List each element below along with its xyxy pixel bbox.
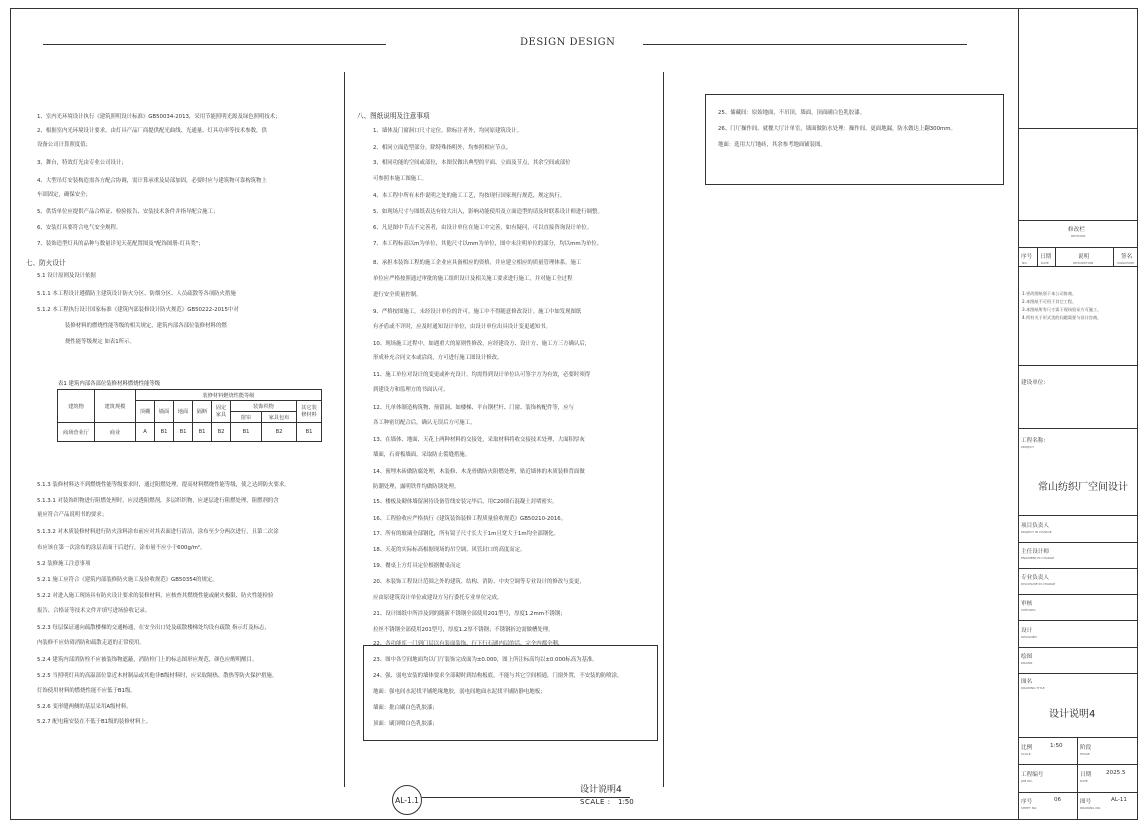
footer-scale-value: 1:50 xyxy=(618,798,634,806)
role-label: 设计 xyxy=(1021,628,1033,634)
note-line: 21、设计图纸中所涉及到的随新不锈钢全部使用201型号，厚度1.2mm不锈钢； xyxy=(373,611,566,617)
scale-value: 1:50 xyxy=(1050,743,1063,749)
note-line: 墙面，石膏板墙面，采取防止裂缝措施。 xyxy=(373,452,471,458)
note-line: 7、本工程标高以m为单位，其他尺寸以mm为单位，图中未注明单位的部分，均以mm为单位。 xyxy=(373,241,603,247)
note-line: 4、大型吊灯安装构造需各方配合协调，需计算承重及局部加固，必要时应与建筑物可靠构筑物上 xyxy=(37,178,267,184)
table-header: 窗帘 xyxy=(231,412,262,423)
note-line: 16、工程验收应严格执行《建筑装饰装修工程质量验收规范》GB50210-2016。 xyxy=(373,516,567,522)
table-cell: A xyxy=(136,423,155,442)
tb-rule xyxy=(1018,792,1138,793)
note-line: 5.1.1 本工程设计遵循防主建筑设计防火分区、防烟分区、人员疏散等各项防火措施 xyxy=(37,291,236,297)
note-line: 24、强、弱电安装的墙体要求全部砌时到结构板底，不能与其它空间相通，门窗外置，不安装的防喷涂。 xyxy=(373,673,623,679)
note-line: 15、楼板及砌体墙留洞待设备管线安装完毕后，用C20细石混凝土封堵密实。 xyxy=(373,499,558,505)
tb-rule xyxy=(1018,515,1138,516)
role-en: DRAWN xyxy=(1021,661,1033,665)
note-line: 形成补充合同文本或洽商，方可进行施工图设计修改。 xyxy=(373,355,503,361)
table-header: 顶棚 xyxy=(136,401,155,423)
note-line: 6、凡是图中节点不完善者，由设计单位在施工中完善，如有疑问，可以直接咨询设计单位。 xyxy=(373,225,593,231)
note-line: 5.2.1 施工应符合《建筑内部装修防火施工及验收规范》GB50354的规定。 xyxy=(37,577,218,583)
job-en: JOB NO. xyxy=(1021,779,1033,783)
footer-scale-label: SCALE : xyxy=(580,798,611,806)
note-line: 5.2.3 每层保证通向疏散楼梯的交通畅通，在安全出口处及疏散楼梯处均设有疏散 指示灯及标志， xyxy=(37,625,270,631)
note-line: 1、室内光环境设计执行《建筑照明设计标准》GB50034-2013，采用节能照明光源及绿色照明技术； xyxy=(37,114,281,120)
note-line: 单位应严格按照通过审批的施工组织设计及相关施工要求进行施工，并对施工全过程 xyxy=(373,276,573,282)
note-line: 到建设方和监理方的书面认可。 xyxy=(373,387,449,393)
column-divider-1 xyxy=(344,72,345,787)
note-line: 5.2 装修施工注意事项 xyxy=(37,561,91,567)
col-date-en: DATE xyxy=(1041,261,1049,265)
table-header: 固定家具 xyxy=(212,401,231,423)
note-line: 进行安全质量控制。 xyxy=(373,292,422,298)
note-line: 12、凡单体制造构筑物、预留洞、如楼梯、平台钢栏杆、门窗、装饰构配件等，应与 xyxy=(373,405,574,411)
note-line: 装修材料的燃烧性能等级的相关规定，建筑内部各部位装修材料的燃 xyxy=(65,323,227,329)
tb-col-rule xyxy=(1037,247,1038,266)
note-line: 2、根据室内光环境设计要求，由灯具产品厂商提供配光曲线、光通量、灯具功率等技术参数，供 xyxy=(37,128,267,134)
date-en: DATE xyxy=(1080,779,1088,783)
col-date: 日期 xyxy=(1040,254,1052,260)
note-line: 3、相同功能的空间或部位，本图仅做出典型的平面、立面及节点，其余空间或部位 xyxy=(373,160,571,166)
table-cell: 商业 xyxy=(95,423,136,442)
tb-rule xyxy=(1018,568,1138,569)
note-line: 5.1 设计原则及设计依据 xyxy=(37,273,96,279)
tb-rule xyxy=(1018,594,1138,595)
note-line: 3、舞台，特效灯光由专业公司设计； xyxy=(37,160,127,166)
role-label: 审核 xyxy=(1021,601,1033,607)
tb-note: 1.更改图纸须于本公司协商。 xyxy=(1022,291,1077,296)
role-en: DESIGNED xyxy=(1021,635,1037,639)
note-line: 25、储藏间：原始地面，不吊顶，墙面，顶面刷白色乳胶漆。 xyxy=(718,110,866,116)
note-line: 地面：选用大厅地砖，其余参考地面铺装图。 xyxy=(718,142,826,148)
table-cell: B1 xyxy=(174,423,193,442)
tb-rule xyxy=(1018,247,1138,248)
note-line: 5.2.7 配电箱安装在不低于B1级的装修材料上。 xyxy=(37,719,152,725)
page-title: DESIGN DESIGN xyxy=(520,37,616,48)
note-line: 20、本装饰工程设计范围之外的建筑、结构、消防、中央空调等专业设计的修改与变更， xyxy=(373,579,585,585)
notes-box xyxy=(705,94,1004,185)
note-line: 10、现场施工过程中，如遇重大的原则性修改，应经建设方、设计方、施工方三方确认后， xyxy=(373,341,591,347)
tb-col-rule xyxy=(1113,247,1114,266)
note-line: 5.2.2 对进入施工现场具有防火设计要求的装修材料，应核查其燃烧性能或耐火极限、防火性能检验 xyxy=(37,593,274,599)
project-en: PROJECT xyxy=(1021,445,1034,449)
note-line: 5.1.2 本工程执行设计国家标准《建筑内部装修设计防火规范》GB50222-2015中对 xyxy=(37,307,239,313)
column-divider-2 xyxy=(663,72,664,787)
stage-label: 阶段 xyxy=(1080,745,1092,751)
table-cell: B1 xyxy=(193,423,212,442)
note-line: 5.1.3.1 对装饰织物进行阻燃处理时，应浸透阻燃剂，多层织织物，应逐层进行阻燃处理，阻燃剂的含 xyxy=(37,498,279,504)
scale-en: SCALE xyxy=(1021,752,1031,756)
drawing-no-label: 图号 xyxy=(1080,799,1092,805)
tb-rule xyxy=(1018,542,1138,543)
col-no: 序号 xyxy=(1021,254,1033,260)
role-en: PROJECT IN CHARGE xyxy=(1021,530,1052,534)
role-en: ENGINEER IN CHARGE xyxy=(1021,556,1055,560)
table-header: 地面 xyxy=(174,401,193,423)
note-line: 19、餐桌上方灯具定位根据餐桌而定 xyxy=(373,563,461,569)
table-row xyxy=(58,423,322,442)
table-cell: B1 xyxy=(231,423,262,442)
note-line: 可参照本施工图施工。 xyxy=(373,176,427,182)
note-line: 11、施工单位对设计的变更或补充设计，均需得到设计单位认可签字方为有效，必要时须得 xyxy=(373,372,591,378)
col-sign-en: SIGNATURE xyxy=(1117,261,1135,265)
tb-note: 3.本图纸所有尺寸需于现场验证方可施工。 xyxy=(1022,307,1102,312)
note-line: 烧性能等级规定 如表1所示。 xyxy=(65,339,135,345)
tb-rule xyxy=(1018,365,1138,366)
note-line: 设备公司计算照度值； xyxy=(37,142,91,148)
note-line: 23、图中各空间地面均以门厅装饰完成面为±0.000，图上所注标高均以±0.000标高为基准。 xyxy=(373,657,598,663)
drawing-no: AL-11 xyxy=(1111,797,1127,803)
drawing-no-en: DRAWING NO. xyxy=(1080,806,1101,810)
header-rule-left xyxy=(43,44,386,45)
table-cell: B1 xyxy=(155,423,174,442)
role-en: DISCIPLINE IN CHARGE xyxy=(1021,582,1056,586)
tb-rule xyxy=(1018,620,1138,621)
table-header: 建筑物 xyxy=(58,390,95,423)
job-label: 工程编号 xyxy=(1021,772,1044,778)
note-line: 1、墙体及门窗洞口尺寸定位，除标注者外，均同原建筑设计。 xyxy=(373,128,522,134)
note-line: 顶面：刷顶喷白色乳胶漆； xyxy=(373,721,438,727)
table-cell: B2 xyxy=(262,423,297,442)
note-line: 灯饰使用材料的燃烧性能不应低于B1级。 xyxy=(37,688,136,694)
note-line: 4、本工程中所有未作说明之处的施工工艺，均按现行国家现行规范、规定执行。 xyxy=(373,193,566,199)
note-line: 拉丝不锈钢全部使用201型号，厚度1.2厚不锈钢；不锈钢折边需做槽处理。 xyxy=(373,627,554,633)
drawing-title: 设计说明4 xyxy=(1049,709,1096,720)
note-line: 18、天花的实际标高根据现场的吊空调、风管封口的高度而定。 xyxy=(373,547,526,553)
note-line: 布应该在第一次涂布的涂层表面干后进行，涂布量不应小于600g/m²。 xyxy=(37,545,206,551)
revision-en: REVISION xyxy=(1071,234,1086,238)
note-line: 5.2.4 建筑内部消防栓不应被装饰物遮蔽，消防栓门上的标志图形应规范，颜色应醒明醒目。 xyxy=(37,657,258,663)
note-line: 7、装饰造型灯具的品种与数量详见天花配置图及"配饰图册-灯具类"； xyxy=(37,241,204,247)
note-line: 5.1.3.2 对木质装修材料进行防火涂料涂布前应对其表面进行清洁，涂布至少分两次进行，且第二次涂 xyxy=(37,529,279,535)
table-header: 家具包布 xyxy=(262,412,297,423)
note-line: 14、预埋木砖做防腐处理，木装修、木龙骨做防火阻燃处理，贴近墙体的木质装修背面做 xyxy=(373,469,585,475)
tb-rule xyxy=(1018,266,1138,267)
note-line: 车固固定，确保安全； xyxy=(37,192,91,198)
table-header: 墙面 xyxy=(155,401,174,423)
scale-label: 比例 xyxy=(1021,745,1033,751)
tb-col-rule xyxy=(1055,247,1056,266)
note-line: 5、如现场尺寸与图纸表达有较大出入，影响功能使用及立面造型的请及时联系设计师进行调整。 xyxy=(373,209,603,215)
note-line: 5.2.5 当照明灯具的高温部位靠近木材制品或其他非B级材料时，应采取隔热、散热等防火保护措施。 xyxy=(37,673,278,679)
table-header: 隔断 xyxy=(193,401,212,423)
fire-section-title: 七、防火设计 xyxy=(26,259,66,267)
date-label: 日期 xyxy=(1080,772,1092,778)
note-line: 17、所有的玻璃全部钢化，所有镜子尺寸长大于1m且宽大于1m均全部钢化。 xyxy=(373,531,559,537)
role-label: 绘图 xyxy=(1021,654,1033,660)
tb-rule xyxy=(1018,428,1138,429)
tb-rule xyxy=(1018,737,1138,738)
col-desc-en: DESCRIPTION xyxy=(1073,261,1094,265)
note-line: 22、各功能库一门到门层以有装面装饰、行下行石剧内层的活、完全内都全剩、 xyxy=(373,641,564,647)
table-caption: 表1 建筑内部各部位装修材料燃烧性能等级 xyxy=(58,381,161,387)
role-label: 专业负责人 xyxy=(1021,575,1049,581)
tb-rule xyxy=(1018,128,1138,129)
stage-en: PHASE xyxy=(1080,752,1090,756)
role-label: 主任设计师 xyxy=(1021,549,1049,555)
table-cell: B2 xyxy=(212,423,231,442)
note-line: 内装修不应妨碍消防和疏散走道的正常使用。 xyxy=(37,640,145,646)
col-no-en: NO. xyxy=(1022,261,1028,265)
tb-col-rule xyxy=(1077,737,1078,820)
note-line: 应由原建筑设计单位或建设方另行委托专业单位完成。 xyxy=(373,595,503,601)
note-line: 5.1.3 装修材料达不到燃烧性能等级要求时，通过阻燃处理，提高材料燃烧性能等级，使之达到防火要求。 xyxy=(37,482,290,488)
role-en: CHECKED xyxy=(1021,608,1036,612)
note-line: 5.2.6 变形缝两侧的基层采用A级材料。 xyxy=(37,704,132,710)
note-line: 5、供货单位应提供产品合格证、检验报告、安装技术条件并指导配合施工； xyxy=(37,209,219,215)
col-desc: 说明 xyxy=(1078,254,1090,260)
note-line: 各工种密切配合后，确认无误后方可施工。 xyxy=(373,420,476,426)
note-line: 报告、合格证等技术文件并填写进场验收记录。 xyxy=(37,608,151,614)
date-value: 2025.5 xyxy=(1106,770,1126,776)
drawing-notes-title: 八、图纸说明及注意事项 xyxy=(357,112,430,120)
project-name: 常山纺织厂空间设计 xyxy=(1038,482,1128,493)
note-line: 8、承担本装饰工程的施工企业应具备相应的资格，并应建立相应的质量管理体系。施工 xyxy=(373,260,582,266)
table-header: 建筑规模 xyxy=(95,390,136,423)
sheet-label: 序号 xyxy=(1021,799,1033,805)
role-label: 项目负责人 xyxy=(1021,523,1049,529)
tb-rule xyxy=(1018,647,1138,648)
tb-rule xyxy=(1018,764,1138,765)
note-line: 量应符合产品说明书的要求； xyxy=(37,512,108,518)
note-line: 6、安装灯具要符合电气安全规程。 xyxy=(37,225,122,231)
drawing-code-circle: AL-1.1 xyxy=(392,785,422,815)
table-header: 装饰织物 xyxy=(231,401,297,412)
note-line: 防潮处理，露明铁件均做防锈处理。 xyxy=(373,484,460,490)
note-line: 墙面：批白刷白色乳胶漆； xyxy=(373,705,438,711)
table-cell: B1 xyxy=(297,423,322,442)
note-line: 有矛盾或不详时，应及时通知设计单位，由设计单位出具设计变更通知书。 xyxy=(373,324,551,330)
tb-note: 2.本图纸不可用于其它工程。 xyxy=(1022,299,1077,304)
note-line: 26、门厅操作间、就餐大厅计单室，墙面做防水处理：操作间、更面地漏，防水做达上翻300mm。 xyxy=(718,126,956,132)
note-line: 地面：强电间水泥找平铺绝缘地胶，弱电间地面水泥找平铺防静电地板； xyxy=(373,689,546,695)
drawing-title-en: DRAWING TITLE xyxy=(1021,686,1045,690)
table-header: 装修材料燃烧性能等级 xyxy=(136,390,322,401)
material-grade-table xyxy=(57,389,322,442)
note-line: 9、严格按图施工，未经设计单位的许可，施工中不得随意修改设计。施工中如发现图纸 xyxy=(373,309,582,315)
note-line: 13、在墙体、地面、天花上两种材料的交接处，采取材料将收交接技术处理，大面积厚灰 xyxy=(373,437,585,443)
table-cell: 商场营业厅 xyxy=(58,423,95,442)
table-header: 其它装修材料 xyxy=(297,401,322,423)
col-sign: 签名 xyxy=(1121,254,1133,260)
header-rule-right xyxy=(643,44,967,45)
footer-title: 设计说明4 xyxy=(580,785,622,795)
sheet-value: 06 xyxy=(1054,797,1062,803)
drawing-title-label: 图名 xyxy=(1021,679,1033,685)
tb-rule xyxy=(1018,220,1138,221)
tb-note: 4.所有关于形式美的问题需要与设计咨商。 xyxy=(1022,315,1102,320)
project-label: 工程名称: xyxy=(1021,438,1046,444)
tb-rule xyxy=(1018,673,1138,674)
note-line: 2、相同立面造型部分，除特殊指明外，均参照相应节点。 xyxy=(373,145,512,151)
revision-label: 修改栏 xyxy=(1068,227,1085,233)
sheet-en: SHEET NO. xyxy=(1021,806,1038,810)
title-block xyxy=(1018,8,1138,820)
client-label: 建设单位: xyxy=(1021,380,1046,386)
